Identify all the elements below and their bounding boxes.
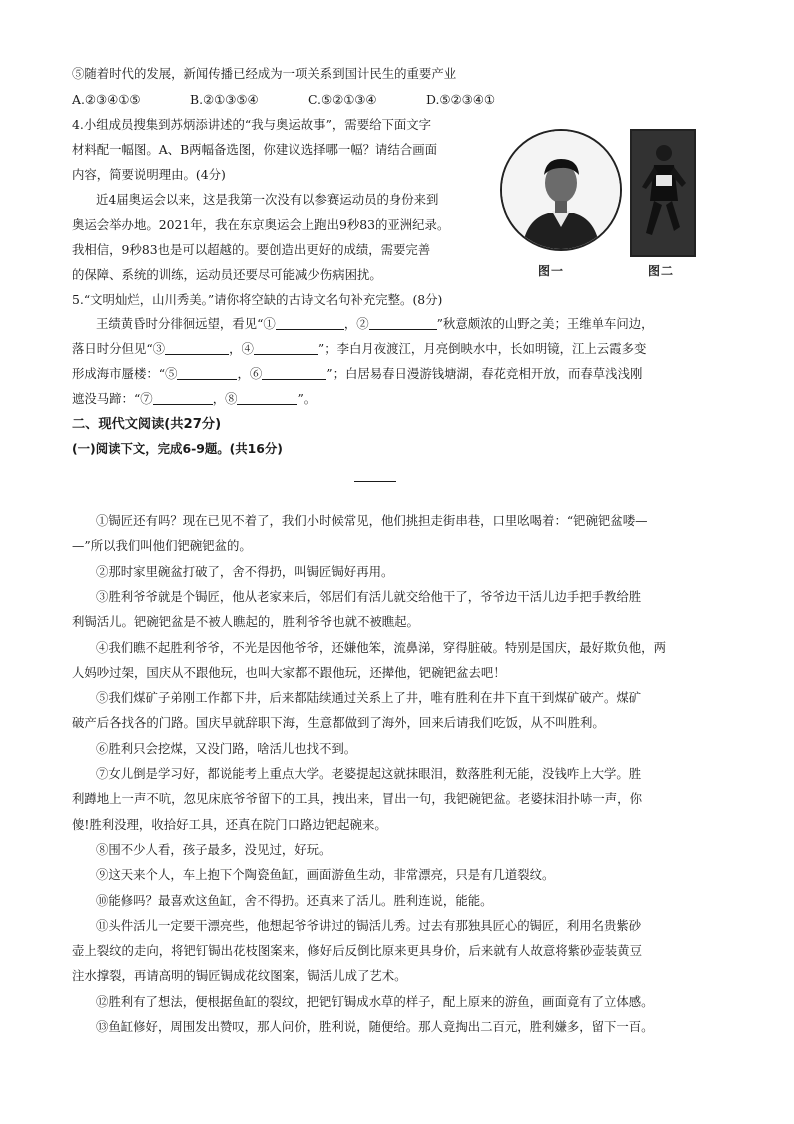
figure-one-portrait bbox=[500, 129, 622, 251]
story-line: ⑫胜利有了想法，便根据鱼缸的裂纹，把钯钉锔成水草的样子，配上原来的游鱼，画面竟有了立体感。 bbox=[96, 994, 654, 1009]
q4-material-line: 的保障、系统的训练，运动员还要尽可能减少伤病困扰。 bbox=[72, 267, 382, 282]
story-line: ⑨这天来个人，车上抱下个陶瓷鱼缸，画面游鱼生动，非常漂亮，只是有几道裂纹。 bbox=[96, 867, 555, 882]
q3-item-5: ⑤随着时代的发展，新闻传播已经成为一项关系到国计民生的重要产业 bbox=[72, 66, 457, 81]
story-line: ④我们瞧不起胜利爷爷，不光是因他爷爷，还嫌他笨，流鼻涕，穿得脏破。特别是国庆，最好欺负他，两 bbox=[96, 640, 666, 655]
q5-text: ，⑥ bbox=[237, 366, 263, 381]
story-line: 傻!胜利没理，收拾好工具，还真在院门口路边钯起碗来。 bbox=[72, 817, 387, 832]
figure-one-caption: 图一 bbox=[538, 264, 565, 278]
story-title-blank bbox=[354, 481, 396, 482]
figure-two-caption: 图二 bbox=[648, 264, 675, 278]
answer-blank-4[interactable] bbox=[254, 343, 318, 355]
q5-passage-line bbox=[72, 393, 316, 405]
q3-option-b: B.②①③⑤④ bbox=[190, 92, 259, 107]
q3-option-a: A.②③④①⑤ bbox=[72, 92, 141, 107]
q4-material-line: 近4届奥运会以来，这是我第一次没有以参赛运动员的身份来到 bbox=[96, 192, 439, 207]
q5-text: ，⑧ bbox=[212, 391, 238, 406]
story-line: 利锔活儿。钯碗钯盆是不被人瞧起的，胜利爷爷也就不被瞧起。 bbox=[72, 614, 419, 629]
section-title: 二、现代文阅读(共27分) bbox=[72, 417, 222, 432]
q3-option-d: D.⑤②③④① bbox=[426, 92, 495, 107]
story-line: ①锔匠还有吗？现在已见不着了，我们小时候常见，他们挑担走街串巷，口里吆喝着：“钯碗钯盆喽— bbox=[96, 513, 648, 528]
q5-text: ”秋意颇浓的山野之美；王维单车问边， bbox=[436, 316, 654, 331]
story-line: ③胜利爷爷就是个锔匠，他从老家来后，邻居们有活儿就交给他干了，爷爷边干活儿边手把手教给胜 bbox=[96, 589, 642, 604]
portrait-photo-icon bbox=[502, 131, 620, 249]
story-line: ⑪头件活儿一定要干漂亮些，他想起爷爷讲过的锔活儿秀。过去有那独具匠心的锔匠，利用名贵紫砂 bbox=[96, 918, 642, 933]
q5-text: 王绩黄昏时分徘徊远望，看见“① bbox=[96, 316, 276, 331]
answer-blank-5[interactable] bbox=[177, 368, 237, 380]
q5-text: ，④ bbox=[229, 341, 254, 356]
q5-text: ”；白居易春日漫游钱塘湖，春花竞相开放，而春草浅浅刚 bbox=[326, 366, 643, 381]
story-line: 壶上裂纹的走向，将钯钉锔出花枝图案来，修好后反倒比原来更具身价，后来就有人故意将紫砂壶装黄豆 bbox=[72, 943, 642, 958]
q5-stem: 5.“文明灿烂，山川秀美。”请你将空缺的古诗文名句补充完整。(8分) bbox=[72, 292, 443, 307]
answer-blank-6[interactable] bbox=[262, 368, 326, 380]
story-line: ⑩能修吗？最喜欢这鱼缸，舍不得扔。还真来了活儿。胜利连说，能能。 bbox=[96, 893, 493, 908]
answer-blank-8[interactable] bbox=[237, 393, 297, 405]
q5-text: ”。 bbox=[297, 391, 317, 406]
q5-text: ”；李白月夜渡江，月亮倒映水中，长如明镜，江上云霞多变 bbox=[317, 341, 647, 356]
story-line: 注水撑裂，再请高明的锔匠锔成花纹图案，锔活儿成了艺术。 bbox=[72, 968, 407, 983]
q4-stem-line: 内容，简要说明理由。(4分) bbox=[72, 167, 226, 182]
q4-material-line: 奥运会举办地。2021年，我在东京奥运会上跑出9秒83的亚洲纪录。 bbox=[72, 217, 450, 232]
story-line: —”所以我们叫他们钯碗钯盆的。 bbox=[72, 538, 252, 553]
q3-options bbox=[72, 94, 544, 106]
runner-photo-icon bbox=[632, 131, 694, 255]
q5-text: 落日时分但见“③ bbox=[72, 341, 166, 356]
q5-text: 遮没马蹄：“⑦ bbox=[72, 391, 153, 406]
figure-two-runner bbox=[630, 129, 696, 257]
story-line: ⑧围不少人看，孩子最多，没见过，好玩。 bbox=[96, 842, 332, 857]
story-line: ⑤我们煤矿子弟刚工作都下井，后来都陆续通过关系上了井，唯有胜利在井下直干到煤矿破产。煤矿 bbox=[96, 690, 642, 705]
story-line: 利蹲地上一声不吭，忽见床底爷爷留下的工具，拽出来，冒出一句，我钯碗钯盆。老婆抹泪扑哧一声，你 bbox=[72, 791, 642, 806]
story-line: ⑦女儿倒是学习好，都说能考上重点大学。老婆提起这就抹眼泪，数落胜利无能，没钱咋上大学。胜 bbox=[96, 766, 642, 781]
answer-blank-3[interactable] bbox=[165, 343, 229, 355]
answer-blank-2[interactable] bbox=[369, 318, 437, 330]
q4-material-line: 我相信，9秒83也是可以超越的。要创造出更好的成绩，需要完善 bbox=[72, 242, 431, 257]
story-line: ②那时家里碗盆打破了，舍不得扔，叫锔匠锔好再用。 bbox=[96, 564, 394, 579]
q3-option-c: C.⑤②①③④ bbox=[308, 92, 377, 107]
story-line: ⑬鱼缸修好，周围发出赞叹，那人问价，胜利说，随便给。那人竟掏出二百元，胜利嫌多，留下一百。 bbox=[96, 1019, 654, 1034]
story-line: 人妈吵过架，国庆从不跟他玩，也叫大家都不跟他玩，还撵他，钯碗钯盆去吧！ bbox=[72, 665, 506, 680]
story-line: ⑥胜利只会挖煤，又没门路，啥活儿也找不到。 bbox=[96, 741, 357, 756]
q5-passage-line bbox=[72, 368, 642, 380]
q5-text: 形成海市蜃楼：“⑤ bbox=[72, 366, 178, 381]
q4-stem-line: 4.小组成员搜集到苏炳添讲述的“我与奥运故事”，需要给下面文字 bbox=[72, 117, 432, 132]
subsection-title: (一)阅读下文，完成6-9题。(共16分) bbox=[72, 441, 283, 456]
answer-blank-7[interactable] bbox=[153, 393, 213, 405]
q5-passage-line bbox=[96, 318, 654, 330]
q5-text: ，② bbox=[343, 316, 369, 331]
answer-blank-1[interactable] bbox=[276, 318, 344, 330]
story-line: 破产后各找各的门路。国庆早就辞职下海，生意都做到了海外，回来后请我们吃饭，从不叫胜利。 bbox=[72, 715, 605, 730]
q4-stem-line: 材料配一幅图。A、B两幅备选图，你建议选择哪一幅？请结合画面 bbox=[72, 142, 437, 157]
q4-figures bbox=[500, 126, 700, 286]
q5-passage-line bbox=[72, 343, 646, 355]
